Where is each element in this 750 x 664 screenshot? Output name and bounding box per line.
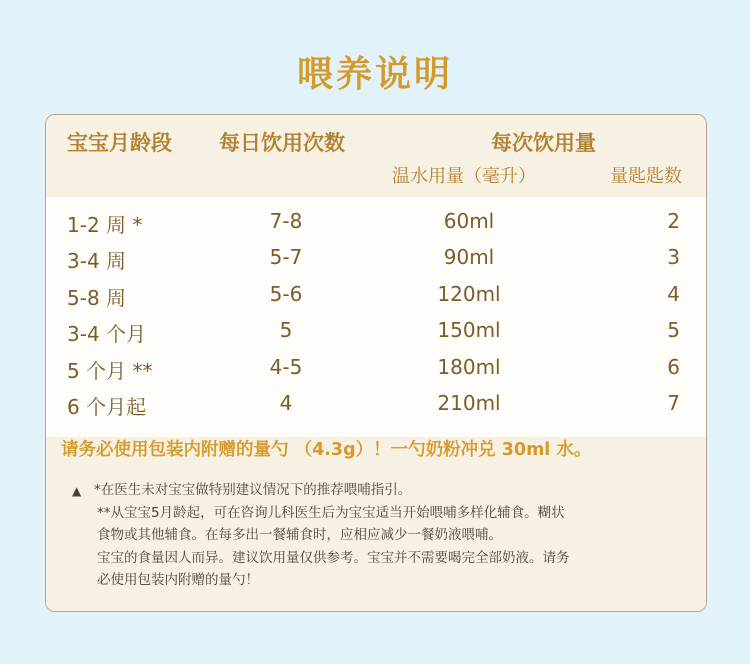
feeding-table-card	[45, 114, 707, 612]
note-line	[72, 479, 692, 502]
scoop-warning: 请务必使用包装内附赠的量勺 （4.3g）！一勺奶粉冲兑 30ml 水。	[61, 440, 592, 460]
note-text: **从宝宝5月龄起，可在咨询儿科医生后为宝宝适当开始喂哺多样化辅食。糊状	[97, 504, 565, 521]
table-row	[46, 313, 706, 349]
cell-age: 5-8 周	[67, 285, 127, 310]
cell-times: 4	[279, 390, 293, 415]
header-age: 宝宝月龄段	[67, 131, 172, 155]
cell-age: 6 个月起	[67, 394, 147, 419]
header-water: 温水用量（毫升）	[392, 166, 536, 187]
table-row	[46, 350, 706, 386]
header-amount: 每次饮用量	[491, 131, 596, 155]
table-row	[46, 204, 706, 240]
cell-water: 120ml	[437, 281, 501, 306]
cell-scoops: 3	[667, 245, 680, 270]
cell-age: 3-4 个月	[67, 322, 147, 347]
cell-water: 60ml	[443, 209, 495, 233]
cell-scoops: 6	[667, 354, 680, 379]
table-row	[46, 277, 706, 313]
note-line	[72, 524, 692, 547]
cell-times: 4-5	[269, 354, 303, 379]
cell-water: 90ml	[443, 245, 495, 270]
cell-times: 5-7	[269, 245, 303, 270]
note-line	[72, 569, 692, 592]
cell-age: 5 个月 **	[67, 358, 153, 383]
cell-scoops: 4	[667, 281, 680, 306]
cell-times: 5	[279, 318, 293, 343]
cell-scoops: 5	[667, 318, 680, 343]
cell-water: 180ml	[437, 354, 501, 379]
feeding-notes	[72, 479, 692, 592]
cell-scoops: 7	[667, 390, 680, 415]
note-text: *在医生未对宝宝做特别建议情况下的推荐喂哺指引。	[94, 482, 412, 498]
cell-age: 1-2 周 *	[67, 213, 143, 237]
page-title: 喂养说明	[296, 54, 453, 95]
table-row	[46, 240, 706, 276]
note-text: 食物或其他辅食。在每多出一餐辅食时，应相应减少一餐奶液喂哺。	[97, 527, 502, 543]
cell-times: 5-6	[269, 281, 303, 306]
triangle-icon: ▲	[72, 484, 82, 498]
note-line	[72, 547, 692, 570]
note-text: 宝宝的食量因人而异。建议饮用量仅供参考。宝宝并不需要喝完全部奶液。请务	[97, 549, 570, 566]
note-text: 必使用包装内附赠的量勺！	[97, 572, 259, 588]
note-line	[72, 502, 692, 525]
header-times: 每日饮用次数	[219, 131, 345, 155]
cell-water: 210ml	[437, 390, 501, 415]
table-row	[46, 386, 706, 422]
table-rows	[46, 204, 706, 422]
cell-age: 3-4 周	[67, 249, 127, 274]
cell-times: 7-8	[269, 209, 303, 233]
cell-water: 150ml	[437, 318, 501, 343]
cell-scoops: 2	[667, 209, 680, 233]
header-scoops: 量匙匙数	[610, 166, 682, 187]
